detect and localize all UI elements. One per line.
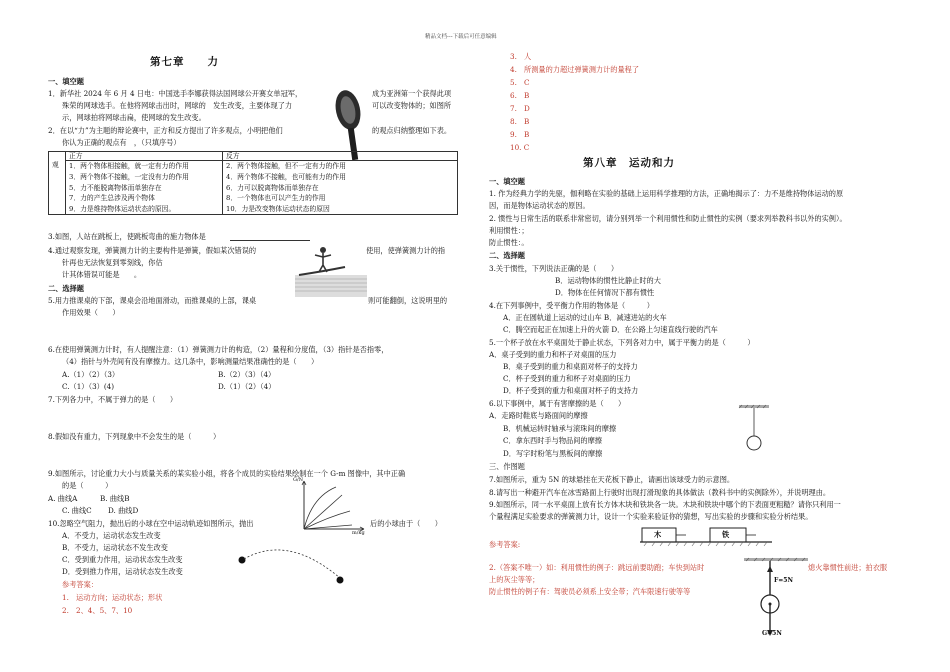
section-drawing: 三、作图题	[489, 462, 525, 471]
table-row-label: 观	[49, 161, 66, 215]
answer-item: 10. C	[510, 143, 530, 152]
q2-line2: 你认为正确的观点有 ，（只填序号）	[62, 138, 181, 147]
q10-option-c: C．受到重力作用，运动状态发生改变	[62, 555, 183, 564]
diving-board-image	[295, 245, 367, 297]
ch8-q8-text: 8.请写出一种避开汽车在冰雪路面上行驶时出现打滑现象的具体做法（教科书中的实例除外），并说明理由。	[489, 488, 831, 497]
graph-x-label: m/kg	[352, 530, 365, 536]
answer-item: 6. B	[510, 91, 530, 100]
right-answer-2-line1-b: 熄火靠惯性前进；拍衣服	[808, 563, 888, 572]
q2-line1: 2．在以“力”为主题的辩论赛中，正方和反方提出了许多观点，小明把他们	[48, 126, 283, 135]
q9-option-a: A. 曲线A	[48, 494, 78, 503]
q1-line3: 示，网球拍将网球击扁，使网球的发生改变。	[62, 113, 206, 122]
q10-option-d: D．受到推力作用，运动状态发生改变	[62, 567, 183, 576]
graph-y-label: G/N	[293, 477, 304, 483]
ch8-q5-option-b: B．桌子受到的重力和桌面对杯子的支持力	[503, 362, 638, 371]
table-con-item: 10．力是改变物体运动状态的原因	[226, 204, 330, 213]
right-answer-title: 参考答案:	[489, 540, 521, 549]
answer-item: 7. D	[510, 104, 530, 113]
q10-line1: 10.忽略空气阻力，抛出后的小球在空中运动轨迹如图所示，抛出	[48, 519, 254, 528]
left-answer-title: 参考答案：	[62, 580, 98, 589]
ch8-q2-line2: 利用惯性：；	[489, 226, 529, 235]
left-answer-2: 2. 2、4、5、7、10	[62, 606, 133, 615]
q6-line1: 6.在使用弹簧测力计时，有人提醒注意：（1）弹簧测力计的构造，（2）量程和分度值，（3）指针是否指零，	[48, 345, 389, 354]
chapter-8-title: 第八章 运动和力	[583, 157, 675, 169]
ch8-q5-option-c: C．杯子受到的重力和杯子对桌面的压力	[503, 374, 631, 383]
q6-option-b: B.（2）（3）（4）	[218, 370, 276, 379]
table-pro-item: 9．力是维持物体运动状态的原因。	[69, 204, 176, 213]
q1-line2: 殊荣的网球选手。在他将网球击出时，网球的 发生改变，主要体现了力	[62, 101, 293, 110]
q4-line2: 针再也无法恢复到零刻线，你估	[62, 258, 163, 267]
ch8-q9-line2: 个量程满足实验要求的弹簧测力计，设计一个实验来验证你的猜想，写出实验的步骤和实验分析结果。	[489, 512, 813, 521]
ch8-q3-option-b: B．运动物体的惯性比静止时的大	[555, 276, 661, 285]
trajectory-image	[228, 540, 360, 586]
table-con-item: 6．力可以脱离物体而单独存在	[226, 183, 319, 192]
ch8-q6-text: 6.以下事例中，属于有害摩擦的是（ ）	[489, 399, 626, 408]
ch8-q7-text: 7.如图所示，重为 5N 的球悬挂在天花板下静止，请画出该球受力的示意图。	[489, 475, 735, 484]
answer-item: 4. 所测量的力超过弹簧测力计的量程了	[510, 65, 640, 74]
q7-text: 7.下列各力中，不属于弹力的是（ ）	[48, 395, 178, 404]
right-answer-2-line2: 上的灰尘等等；	[489, 575, 540, 584]
right-answer-2-line1: 2.（答案不唯一）如：利用惯性的例子：跳远前要助跑；车快到站时	[489, 563, 705, 572]
q9-line2: 的是（ ）	[62, 481, 113, 490]
table-pro-item: 1．两个物体相接触，就一定有力的作用	[69, 162, 189, 171]
section-fill-in: 一、填空题	[48, 77, 84, 86]
hanging-ball-image	[737, 403, 771, 455]
q5-line1-b: 则可能翻倒，这说明里的	[368, 296, 448, 305]
section-choice: 二、选择题	[48, 284, 84, 293]
force-up-label: F=5N	[774, 577, 793, 584]
ch8-q5-option-d: D．杯子受到的重力和桌面对杯子的支持力	[503, 386, 639, 395]
q8-text: 8.假如没有重力，下列现象中不会发生的是（ ）	[48, 432, 221, 441]
ch8-q2-line3: 防止惯性：。	[489, 238, 529, 247]
answer-item: 9. B	[510, 130, 530, 139]
q5-line1: 5.用力推课桌的下部，课桌会沿地面滑动，而推课桌的上部，课桌	[48, 296, 257, 305]
q1-line1-b: 成为亚洲第一个获得此项	[372, 89, 452, 98]
ch8-q9-line1: 9.如图所示，同一水平桌面上放有长方体木块和铁块各一块。木块和铁块中哪个的下表面更粗糙？请你只利用一	[489, 500, 841, 509]
q10-line1-b: 后的小球由于（ ）	[370, 519, 442, 528]
ch8-q5-option-a: A．桌子受到的重力和杯子对桌面的压力	[489, 350, 617, 359]
q9-option-c: C. 曲线C	[62, 506, 92, 515]
q6-line2: （4）指针与外壳间有没有摩擦力。这几条中，影响测量结果准确性的是（ ）	[62, 357, 319, 366]
ch8-q4-option-cd: C．腾空而起正在加速上升的火箭 D．在公路上匀速直线行驶的汽车	[503, 325, 718, 334]
ch8-q3-text: 3.关于惯性，下列说法正确的是（ ）	[489, 264, 619, 273]
ch8-q4-text: 4.在下列事例中，受平衡力作用的物体是（ ）	[489, 301, 654, 310]
q4-line1-b: 使用，使弹簧测力计的指	[366, 246, 446, 255]
ch8-q1-line1: 1. 作为经典力学的先驱，伽利略在实验的基础上运用科学推理的方法，正确地揭示了：力不是维持物体运动的原	[489, 189, 844, 198]
q6-option-a: A.（1）（2）（3）	[62, 370, 120, 379]
ch8-q6-option-d: D．写字时粉笔与黑板间的摩擦	[503, 449, 603, 458]
ch8-q6-option-c: C．拿东西时手与物品间的摩擦	[503, 436, 602, 445]
answer-item: 8. B	[510, 117, 530, 126]
answer-item: 5. C	[510, 78, 530, 87]
table-pro-item: 5．力不能脱离物体而单独存在	[69, 183, 162, 192]
q9-line1: 9.如图所示，讨论重力大小与质量关系的某实验小组，将各个成员的实验结果绘制在一个 G-m 图像中，其中正确	[48, 469, 406, 478]
debate-table	[48, 151, 458, 215]
ch8-q3-option-d: D．物体在任何情况下都有惯性	[555, 288, 655, 297]
section-fill-in-2: 一、填空题	[489, 177, 525, 186]
ch8-q5-text: 5.一个杯子放在水平桌面处于静止状态，下列各对力中，属于平衡力的是（ ）	[489, 338, 755, 347]
table-head-pro: 正方	[66, 152, 223, 161]
q4-line1: 4.通过观察发现，弹簧测力计的主要构件是弹簧，假如某次错误的	[48, 246, 257, 255]
force-diagram-image	[740, 556, 812, 640]
page-header: 精品文档---下载后可任意编辑	[425, 34, 497, 40]
table-con-item: 8．一个物体也可以产生力的作用	[226, 194, 326, 203]
q6-option-d: D.（1）（2）（4）	[218, 382, 276, 391]
ch8-q1-line2: 因，而是物体运动状态的原因。	[489, 201, 590, 210]
q10-option-b: B．不受力，运动状态不发生改变	[62, 543, 168, 552]
ch8-q6-option-a: A．走路时鞋底与路面间的摩擦	[489, 411, 588, 420]
q2-line1-b: 的观点归纳整理如下表。	[372, 126, 452, 135]
table-head-con: 反方	[223, 152, 458, 161]
wood-block-label: 木	[654, 530, 662, 539]
q9-option-d: D. 曲线D	[108, 506, 139, 515]
iron-block-label: 铁	[722, 530, 730, 539]
q1-line1: 1．新华社 2024 年 6 月 4 日电：中国选手李娜获得法国网球公开赛女单冠军，	[48, 89, 303, 98]
ch8-q4-option-ab: A．正在圆轨道上运动的过山车 B．减速进站的火车	[503, 313, 667, 322]
q6-option-c: C.（1）（3）(4)	[62, 382, 115, 391]
ch8-q2-line1: 2. 惯性与日常生活的联系非常密切，请分别列举一个利用惯性和防止惯性的实例（要求列举教科书以外的实例）。	[489, 214, 847, 223]
left-answer-1: 1. 运动方向；运动状态；形状	[62, 593, 163, 602]
q3-text: 3.如图，人站在跳板上，使跳板弯曲的施力物体是	[48, 232, 206, 241]
q1-line2-b: 可以改变物体的；如图所	[372, 101, 452, 110]
q5-line2: 作用效果（ ）	[62, 308, 120, 317]
q9-option-b: B. 曲线B	[100, 494, 130, 503]
table-pro-item: 3．两个物体不接触，一定没有力的作用	[69, 173, 189, 182]
right-answer-2-line3: 防止惯性的例子有：驾驶员必须系上安全带；汽车限速行驶等等	[489, 587, 691, 596]
answer-item: 3. 人	[510, 52, 532, 61]
q3-blank	[230, 240, 310, 241]
chapter-7-title: 第七章 力	[150, 56, 219, 68]
table-con-item: 4．两个物体不接触，也可能有力的作用	[226, 173, 346, 182]
q4-line3: 计其体错误可能是 。	[62, 270, 142, 279]
table-con-item: 2．两个物体接触，但不一定有力的作用	[226, 162, 346, 171]
force-down-label: G=5N	[762, 630, 782, 637]
section-choice-2: 二、选择题	[489, 251, 525, 260]
q10-option-a: A．不受力，运动状态发生改变	[62, 531, 161, 540]
ch8-q6-option-b: B．机械运转时轴承与滚珠间的摩擦	[503, 424, 617, 433]
table-pro-item: 7．力的产生总涉及两个物体	[69, 194, 155, 203]
g-m-graph	[292, 477, 368, 535]
